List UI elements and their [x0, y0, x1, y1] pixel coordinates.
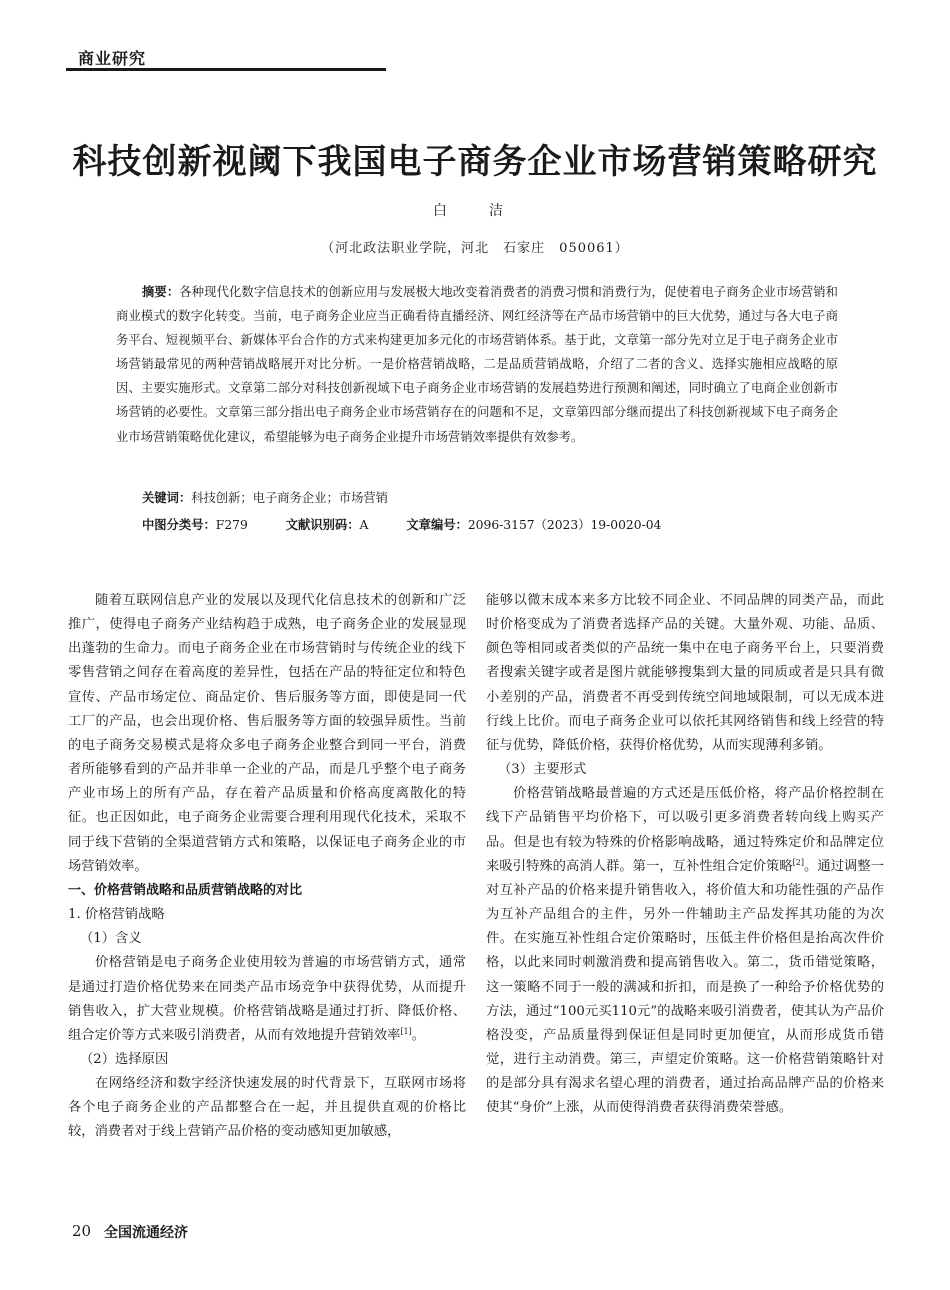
author-affiliation: （河北政法职业学院，河北 石家庄 050061） [321, 241, 629, 256]
abstract-text: 各种现代化数字信息技术的创新应用与发展极大地改变着消费者的消费习惯和消费行为，促使着电子商务企业市场营销和商业模式的数字化转变。当前，电子商务企业应当正确看待直播经济、网红经济等在产品市场营销中的巨大优势，通过与各大电子商务平台、短视频平台、新媒体平台合作的方式来构建更加多元化的市场营销体系。基于此，文章第一部分先对立足于电子商务企业市场营销最常见的两种营销战略展开对比分析。一是价格营销战略，二是品质营销战略，介绍了二者的含义、选择实施相应战略的原因、主要实施形式。文章第二部分对科技创新视域下电子商务企业市场营销的发展趋势进行预测和阐述，同时确立了电商企业创新市场营销的必要性。文章第三部分指出电子商务企业市场营销存在的问题和不足，文章第四部分继而提出了科技创新视域下电子商务企业市场营销策略优化建议，希望能够为电子商务企业提升市场营销效率提供有效参考。 [116, 285, 838, 444]
citation-1: [1] [400, 1026, 412, 1036]
body-left-column [68, 589, 466, 1145]
article-no-value: 2096-3157（2023）19-0020-04 [467, 518, 662, 532]
section-label: 商业研究 [78, 49, 147, 68]
paragraph-forms [486, 782, 884, 1120]
abstract-label: 摘要： [142, 285, 180, 299]
subsection-heading-price: 1. 价格营销战略 [68, 907, 165, 923]
paragraph-meaning-text: 价格营销是电子商务企业使用较为普遍的市场营销方式，通常是通过打造价格优势来在同类产品市场竞争中获得优势，从而提升销售收入，扩大营业规模。价格营销战略是通过打折、降低价格、组合定价等方式来吸引消费者，从而有效地提升营销效率 [68, 955, 466, 1043]
citation-2: [2] [792, 857, 805, 867]
doc-code-label: 文献识别码： [285, 518, 360, 532]
clc-label: 中图分类号： [142, 518, 216, 532]
keywords-text: 科技创新；电子商务企业；市场营销 [191, 491, 388, 505]
heading-forms: （3）主要形式 [498, 762, 587, 778]
article-title: 科技创新视阈下我国电子商务企业市场营销策略研究 [72, 142, 878, 182]
section-rule [66, 68, 386, 71]
paragraph-forms-text-b: 。通过调整一对互补产品的价格来提升销售收入，将价值大和功能性强的产品作为互补产品组合的主件，另外一件辅助主产品发挥其功能的为次件。在实施互补性组合定价策略时，压低主件价格但是抬高次件价格，以此来同时刺激消费和提高销售收入。第二，货币错觉策略，这一策略不同于一般的满减和折扣，而是换了一种给予价格优势的方法，通过“100元买110元”的战略来吸引消费者，使其认为产品价格没变，产品质量得到保证但是同时更加便宜，从而形成货币错觉，进行主动消费。第三，声望定价策略。这一价格营销策略针对的是部分具有渴求名望心理的消费者，通过抬高品牌产品的价格来使其“身价”上涨，从而使得消费者获得消费荣誉感。 [486, 858, 885, 1116]
abstract [116, 280, 838, 449]
paragraph-reason: 在网络经济和数字经济快速发展的时代背景下，互联网市场将各个电子商务企业的产品都整合在一起，并且提供直观的价格比较，消费者对于线上营销产品价格的变动感知更加敏感， [68, 1076, 466, 1140]
intro-paragraph: 随着互联网信息产业的发展以及现代化信息技术的创新和广泛推广，使得电子商务产业结构趋于成熟，电子商务企业的发展显现出蓬勃的生命力。而电子商务企业在市场营销时与传统企业的线下零售营销之间存在着高度的差异性，包括在产品的特征定位和特色宣传、产品市场定位、商品定价、售后服务等方面，即使是同一代工厂的产品，也会出现价格、售后服务等方面的较强异质性。当前的电子商务交易模式是将众多电子商务企业整合到同一平台，消费者所能够看到的产品并非单一企业的产品，而是几乎整个电子商务产业市场上的所有产品，存在着产品质量和价格高度离散化的特征。也正因如此，电子商务企业需要合理利用现代化技术，采取不同于线下营销的全渠道营销方式和策略，以保证电子商务企业的市场营销效率。 [68, 593, 466, 874]
journal-name: 全国流通经济 [104, 1225, 188, 1241]
classification-line [142, 515, 695, 533]
heading-meaning: （1）含义 [80, 931, 142, 947]
body-right-column [486, 589, 884, 1120]
heading-reason: （2）选择原因 [80, 1051, 169, 1067]
page-number: 20 [72, 1222, 92, 1240]
doc-code-value: A [359, 518, 369, 532]
clc-value: F279 [215, 518, 248, 532]
paragraph-meaning [68, 951, 466, 1048]
keywords-label: 关键词： [142, 491, 192, 505]
section-heading-1: 一、价格营销战略和品质营销战略的对比 [68, 882, 303, 898]
paragraph-meaning-end: 。 [411, 1027, 426, 1043]
author-name: 白 洁 [433, 203, 517, 219]
keywords [142, 488, 388, 506]
paragraph-forms-text-a: 价格营销战略最普遍的方式还是压低价格，将产品价格控制在线下产品销售平均价格下，可以吸引更多消费者转向线上购买产品。但是也有较为特殊的价格影响战略，通过特殊定价和品牌定位来吸引特殊的高消人群。第一，互补性组合定价策略 [486, 786, 884, 874]
article-no-label: 文章编号： [406, 518, 468, 532]
paragraph-continued: 能够以微末成本来多方比较不同企业、不同品牌的同类产品，而此时价格变成为了消费者选择产品的关键。大量外观、功能、品质、颜色等相同或者类似的产品统一集中在电子商务平台上，只要消费者搜索关键字或者是图片就能够搜集到大量的同质或者是只具有微小差别的产品，消费者不再受到传统空间地域限制，可以无成本进行线上比价。而电子商务企业可以依托其网络销售和线上经营的特征与优势，降低价格，获得价格优势，从而实现薄利多销。 [486, 593, 884, 753]
